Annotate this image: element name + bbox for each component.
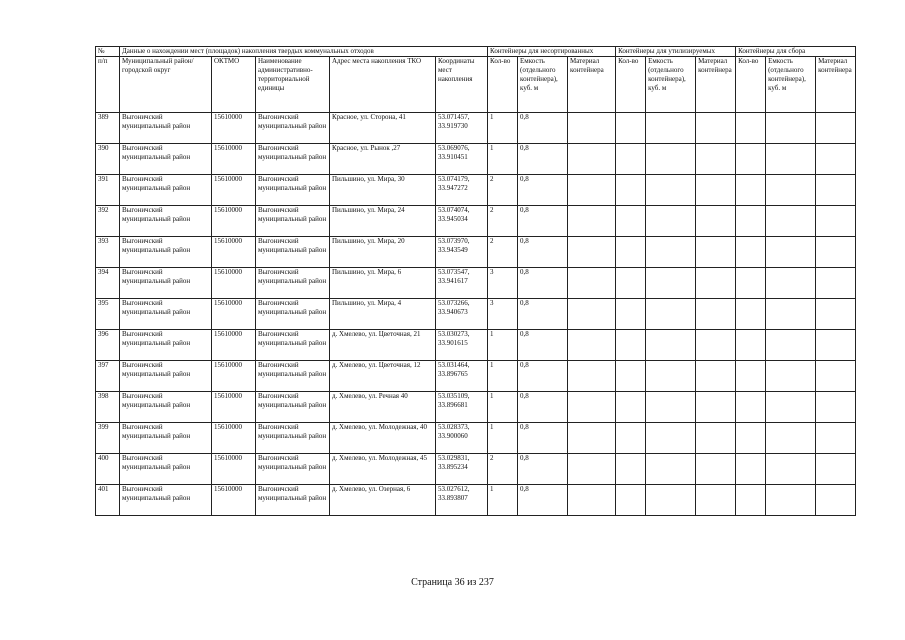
cell-district: Выгоничский муниципальный район: [120, 175, 212, 206]
cell-recyclable-count: [616, 113, 646, 144]
cell-address: Пильшино, ул. Мира, 6: [330, 268, 436, 299]
cell-coords: 53.030273, 33.901615: [436, 330, 488, 361]
cell-recyclable-volume: [646, 113, 696, 144]
col-header-oktmo: ОКТМО: [212, 57, 256, 113]
cell-district: Выгоничский муниципальный район: [120, 299, 212, 330]
document-page: [95, 46, 855, 516]
cell-no: 398: [96, 392, 120, 423]
cell-collection-count: [736, 144, 766, 175]
cell-recyclable-count: [616, 299, 646, 330]
cell-recyclable-volume: [646, 144, 696, 175]
cell-recyclable-count: [616, 144, 646, 175]
cell-collection-material: [816, 113, 856, 144]
cell-admin-unit: Выгоничский муниципальный район: [256, 330, 330, 361]
waste-sites-table: [95, 46, 856, 516]
header-location-group: Данные о нахождении мест (площадок) накопления твердых коммунальных отходов: [120, 47, 488, 57]
cell-admin-unit: Выгоничский муниципальный район: [256, 175, 330, 206]
cell-unsorted-count: 1: [488, 144, 518, 175]
cell-unsorted-count: 1: [488, 361, 518, 392]
cell-coords: 53.074074, 33.945034: [436, 206, 488, 237]
cell-district: Выгоничский муниципальный район: [120, 485, 212, 516]
cell-recyclable-count: [616, 175, 646, 206]
cell-admin-unit: Выгоничский муниципальный район: [256, 485, 330, 516]
cell-district: Выгоничский муниципальный район: [120, 206, 212, 237]
cell-district: Выгоничский муниципальный район: [120, 330, 212, 361]
cell-address: Красное, ул. Сторона, 41: [330, 113, 436, 144]
cell-unsorted-volume: 0,8: [518, 237, 568, 268]
cell-collection-volume: [766, 144, 816, 175]
cell-recyclable-count: [616, 454, 646, 485]
cell-coords: 53.069076, 33.910451: [436, 144, 488, 175]
header-no: №: [96, 47, 120, 57]
cell-collection-material: [816, 423, 856, 454]
col-header-recyclable-count: Кол-во: [616, 57, 646, 113]
cell-collection-volume: [766, 268, 816, 299]
cell-no: 389: [96, 113, 120, 144]
cell-coords: 53.031464, 33.896765: [436, 361, 488, 392]
cell-unsorted-material: [568, 330, 616, 361]
cell-recyclable-volume: [646, 361, 696, 392]
cell-collection-volume: [766, 423, 816, 454]
table-row: [96, 299, 856, 330]
cell-recyclable-volume: [646, 206, 696, 237]
cell-collection-volume: [766, 361, 816, 392]
cell-collection-count: [736, 392, 766, 423]
column-header-row: [96, 57, 856, 113]
table-body: [96, 113, 856, 516]
cell-coords: 53.029831, 33.895234: [436, 454, 488, 485]
cell-recyclable-material: [696, 423, 736, 454]
cell-unsorted-material: [568, 113, 616, 144]
cell-collection-count: [736, 454, 766, 485]
cell-admin-unit: Выгоничский муниципальный район: [256, 392, 330, 423]
cell-oktmo: 15610000: [212, 423, 256, 454]
cell-oktmo: 15610000: [212, 237, 256, 268]
table-row: [96, 113, 856, 144]
cell-unsorted-volume: 0,8: [518, 268, 568, 299]
cell-unsorted-count: 2: [488, 206, 518, 237]
cell-recyclable-count: [616, 392, 646, 423]
cell-no: 392: [96, 206, 120, 237]
cell-district: Выгоничский муниципальный район: [120, 454, 212, 485]
cell-oktmo: 15610000: [212, 485, 256, 516]
cell-no: 395: [96, 299, 120, 330]
cell-recyclable-material: [696, 485, 736, 516]
col-header-recyclable-volume: Емкость (отдельного контейнера), куб. м: [646, 57, 696, 113]
cell-collection-volume: [766, 237, 816, 268]
cell-coords: 53.027612, 33.893807: [436, 485, 488, 516]
col-header-recyclable-material: Материал контейнера: [696, 57, 736, 113]
cell-collection-count: [736, 299, 766, 330]
cell-admin-unit: Выгоничский муниципальный район: [256, 113, 330, 144]
col-header-no: п/п: [96, 57, 120, 113]
cell-address: Пильшино, ул. Мира, 4: [330, 299, 436, 330]
cell-unsorted-volume: 0,8: [518, 330, 568, 361]
cell-coords: 53.074179, 33.947272: [436, 175, 488, 206]
cell-unsorted-material: [568, 206, 616, 237]
cell-unsorted-volume: 0,8: [518, 206, 568, 237]
cell-unsorted-volume: 0,8: [518, 485, 568, 516]
cell-unsorted-material: [568, 485, 616, 516]
cell-collection-material: [816, 454, 856, 485]
cell-collection-volume: [766, 485, 816, 516]
cell-unsorted-material: [568, 361, 616, 392]
cell-oktmo: 15610000: [212, 392, 256, 423]
cell-recyclable-material: [696, 268, 736, 299]
cell-collection-material: [816, 144, 856, 175]
cell-recyclable-volume: [646, 485, 696, 516]
cell-recyclable-volume: [646, 330, 696, 361]
cell-collection-count: [736, 206, 766, 237]
cell-address: Пильшино, ул. Мира, 30: [330, 175, 436, 206]
cell-no: 399: [96, 423, 120, 454]
cell-no: 390: [96, 144, 120, 175]
cell-coords: 53.073547, 33.941617: [436, 268, 488, 299]
table-row: [96, 392, 856, 423]
cell-collection-count: [736, 237, 766, 268]
table-row: [96, 268, 856, 299]
cell-address: Красное, ул. Рынок ,27: [330, 144, 436, 175]
col-header-unsorted-material: Материал контейнера: [568, 57, 616, 113]
table-row: [96, 454, 856, 485]
cell-address: д. Хмелево, ул. Озерная, 6: [330, 485, 436, 516]
table-row: [96, 330, 856, 361]
cell-district: Выгоничский муниципальный район: [120, 113, 212, 144]
cell-collection-material: [816, 175, 856, 206]
cell-collection-volume: [766, 299, 816, 330]
page-number: Страница 36 из 237: [411, 577, 494, 588]
cell-district: Выгоничский муниципальный район: [120, 237, 212, 268]
cell-admin-unit: Выгоничский муниципальный район: [256, 268, 330, 299]
cell-recyclable-material: [696, 175, 736, 206]
cell-unsorted-volume: 0,8: [518, 392, 568, 423]
cell-unsorted-count: 1: [488, 113, 518, 144]
cell-oktmo: 15610000: [212, 361, 256, 392]
cell-collection-count: [736, 423, 766, 454]
cell-unsorted-count: 2: [488, 454, 518, 485]
cell-unsorted-volume: 0,8: [518, 454, 568, 485]
col-header-admin-unit: Наименование административно-территориальной единицы: [256, 57, 330, 113]
cell-admin-unit: Выгоничский муниципальный район: [256, 299, 330, 330]
cell-collection-material: [816, 392, 856, 423]
cell-admin-unit: Выгоничский муниципальный район: [256, 206, 330, 237]
col-header-collection-material: Материал контейнера: [816, 57, 856, 113]
cell-recyclable-material: [696, 237, 736, 268]
cell-district: Выгоничский муниципальный район: [120, 144, 212, 175]
cell-recyclable-count: [616, 268, 646, 299]
cell-coords: 53.071457, 33.919730: [436, 113, 488, 144]
cell-collection-material: [816, 485, 856, 516]
cell-unsorted-count: 1: [488, 485, 518, 516]
cell-recyclable-count: [616, 237, 646, 268]
cell-collection-count: [736, 113, 766, 144]
cell-recyclable-count: [616, 206, 646, 237]
cell-collection-volume: [766, 113, 816, 144]
cell-collection-material: [816, 299, 856, 330]
cell-recyclable-material: [696, 392, 736, 423]
col-header-collection-volume: Емкость (отдельного контейнера), куб. м: [766, 57, 816, 113]
group-header-row: [96, 47, 856, 57]
cell-unsorted-material: [568, 423, 616, 454]
cell-unsorted-count: 2: [488, 175, 518, 206]
table-row: [96, 144, 856, 175]
table-row: [96, 175, 856, 206]
cell-no: 391: [96, 175, 120, 206]
cell-recyclable-volume: [646, 175, 696, 206]
cell-collection-volume: [766, 392, 816, 423]
col-header-district: Муниципальный район/городской округ: [120, 57, 212, 113]
cell-district: Выгоничский муниципальный район: [120, 392, 212, 423]
cell-no: 394: [96, 268, 120, 299]
header-collection-group: Контейнеры для сбора: [736, 47, 856, 57]
cell-admin-unit: Выгоничский муниципальный район: [256, 423, 330, 454]
cell-collection-volume: [766, 454, 816, 485]
header-unsorted-group: Контейнеры для несортированных: [488, 47, 616, 57]
cell-unsorted-material: [568, 299, 616, 330]
col-header-coords: Координаты мест накопления: [436, 57, 488, 113]
cell-unsorted-material: [568, 268, 616, 299]
cell-recyclable-material: [696, 113, 736, 144]
cell-collection-material: [816, 361, 856, 392]
cell-recyclable-material: [696, 361, 736, 392]
cell-recyclable-material: [696, 206, 736, 237]
cell-recyclable-material: [696, 454, 736, 485]
cell-address: д. Хмелево, ул. Цветочная, 12: [330, 361, 436, 392]
cell-coords: 53.028373, 33.900060: [436, 423, 488, 454]
cell-unsorted-volume: 0,8: [518, 144, 568, 175]
cell-recyclable-volume: [646, 237, 696, 268]
cell-collection-material: [816, 330, 856, 361]
cell-address: д. Хмелево, ул. Молодежная, 40: [330, 423, 436, 454]
cell-admin-unit: Выгоничский муниципальный район: [256, 361, 330, 392]
cell-unsorted-material: [568, 237, 616, 268]
cell-collection-count: [736, 330, 766, 361]
cell-recyclable-material: [696, 330, 736, 361]
cell-collection-material: [816, 206, 856, 237]
col-header-unsorted-count: Кол-во: [488, 57, 518, 113]
cell-unsorted-material: [568, 175, 616, 206]
cell-coords: 53.035109, 33.896681: [436, 392, 488, 423]
cell-unsorted-volume: 0,8: [518, 423, 568, 454]
cell-oktmo: 15610000: [212, 206, 256, 237]
cell-oktmo: 15610000: [212, 144, 256, 175]
cell-collection-volume: [766, 330, 816, 361]
cell-collection-material: [816, 237, 856, 268]
cell-oktmo: 15610000: [212, 299, 256, 330]
cell-oktmo: 15610000: [212, 268, 256, 299]
cell-collection-volume: [766, 206, 816, 237]
cell-unsorted-volume: 0,8: [518, 361, 568, 392]
cell-recyclable-count: [616, 423, 646, 454]
cell-oktmo: 15610000: [212, 454, 256, 485]
cell-unsorted-count: 3: [488, 299, 518, 330]
cell-recyclable-volume: [646, 392, 696, 423]
cell-unsorted-volume: 0,8: [518, 175, 568, 206]
header-recyclable-group: Контейнеры для утилизируемых: [616, 47, 736, 57]
col-header-collection-count: Кол-во: [736, 57, 766, 113]
cell-unsorted-volume: 0,8: [518, 113, 568, 144]
cell-unsorted-count: 3: [488, 268, 518, 299]
cell-recyclable-material: [696, 299, 736, 330]
cell-collection-material: [816, 268, 856, 299]
cell-admin-unit: Выгоничский муниципальный район: [256, 237, 330, 268]
cell-oktmo: 15610000: [212, 175, 256, 206]
table-row: [96, 423, 856, 454]
cell-collection-count: [736, 175, 766, 206]
table-row: [96, 361, 856, 392]
cell-recyclable-count: [616, 361, 646, 392]
cell-unsorted-count: 1: [488, 392, 518, 423]
cell-recyclable-volume: [646, 268, 696, 299]
cell-recyclable-volume: [646, 299, 696, 330]
cell-no: 397: [96, 361, 120, 392]
cell-recyclable-count: [616, 330, 646, 361]
cell-collection-count: [736, 485, 766, 516]
cell-address: д. Хмелево, ул. Речная 40: [330, 392, 436, 423]
cell-address: д. Хмелево, ул. Молодежная, 45: [330, 454, 436, 485]
cell-collection-count: [736, 361, 766, 392]
cell-district: Выгоничский муниципальный район: [120, 361, 212, 392]
table-row: [96, 206, 856, 237]
cell-recyclable-material: [696, 144, 736, 175]
cell-collection-count: [736, 268, 766, 299]
cell-coords: 53.073970, 33.943549: [436, 237, 488, 268]
cell-address: Пильшино, ул. Мира, 24: [330, 206, 436, 237]
cell-address: Пильшино, ул. Мира, 20: [330, 237, 436, 268]
cell-district: Выгоничский муниципальный район: [120, 268, 212, 299]
cell-recyclable-volume: [646, 454, 696, 485]
cell-unsorted-count: 1: [488, 423, 518, 454]
cell-collection-volume: [766, 175, 816, 206]
table-row: [96, 485, 856, 516]
col-header-unsorted-volume: Емкость (отдельного контейнера), куб. м: [518, 57, 568, 113]
cell-oktmo: 15610000: [212, 113, 256, 144]
cell-oktmo: 15610000: [212, 330, 256, 361]
cell-unsorted-count: 1: [488, 330, 518, 361]
col-header-address: Адрес места накопления ТКО: [330, 57, 436, 113]
cell-address: д. Хмелево, ул. Цветочная, 21: [330, 330, 436, 361]
cell-admin-unit: Выгоничский муниципальный район: [256, 454, 330, 485]
cell-no: 396: [96, 330, 120, 361]
cell-district: Выгоничский муниципальный район: [120, 423, 212, 454]
cell-no: 400: [96, 454, 120, 485]
cell-coords: 53.073266, 33.940673: [436, 299, 488, 330]
cell-unsorted-material: [568, 144, 616, 175]
cell-admin-unit: Выгоничский муниципальный район: [256, 144, 330, 175]
cell-no: 393: [96, 237, 120, 268]
table-row: [96, 237, 856, 268]
cell-unsorted-volume: 0,8: [518, 299, 568, 330]
cell-recyclable-count: [616, 485, 646, 516]
cell-unsorted-material: [568, 454, 616, 485]
cell-no: 401: [96, 485, 120, 516]
cell-unsorted-count: 2: [488, 237, 518, 268]
cell-recyclable-volume: [646, 423, 696, 454]
cell-unsorted-material: [568, 392, 616, 423]
